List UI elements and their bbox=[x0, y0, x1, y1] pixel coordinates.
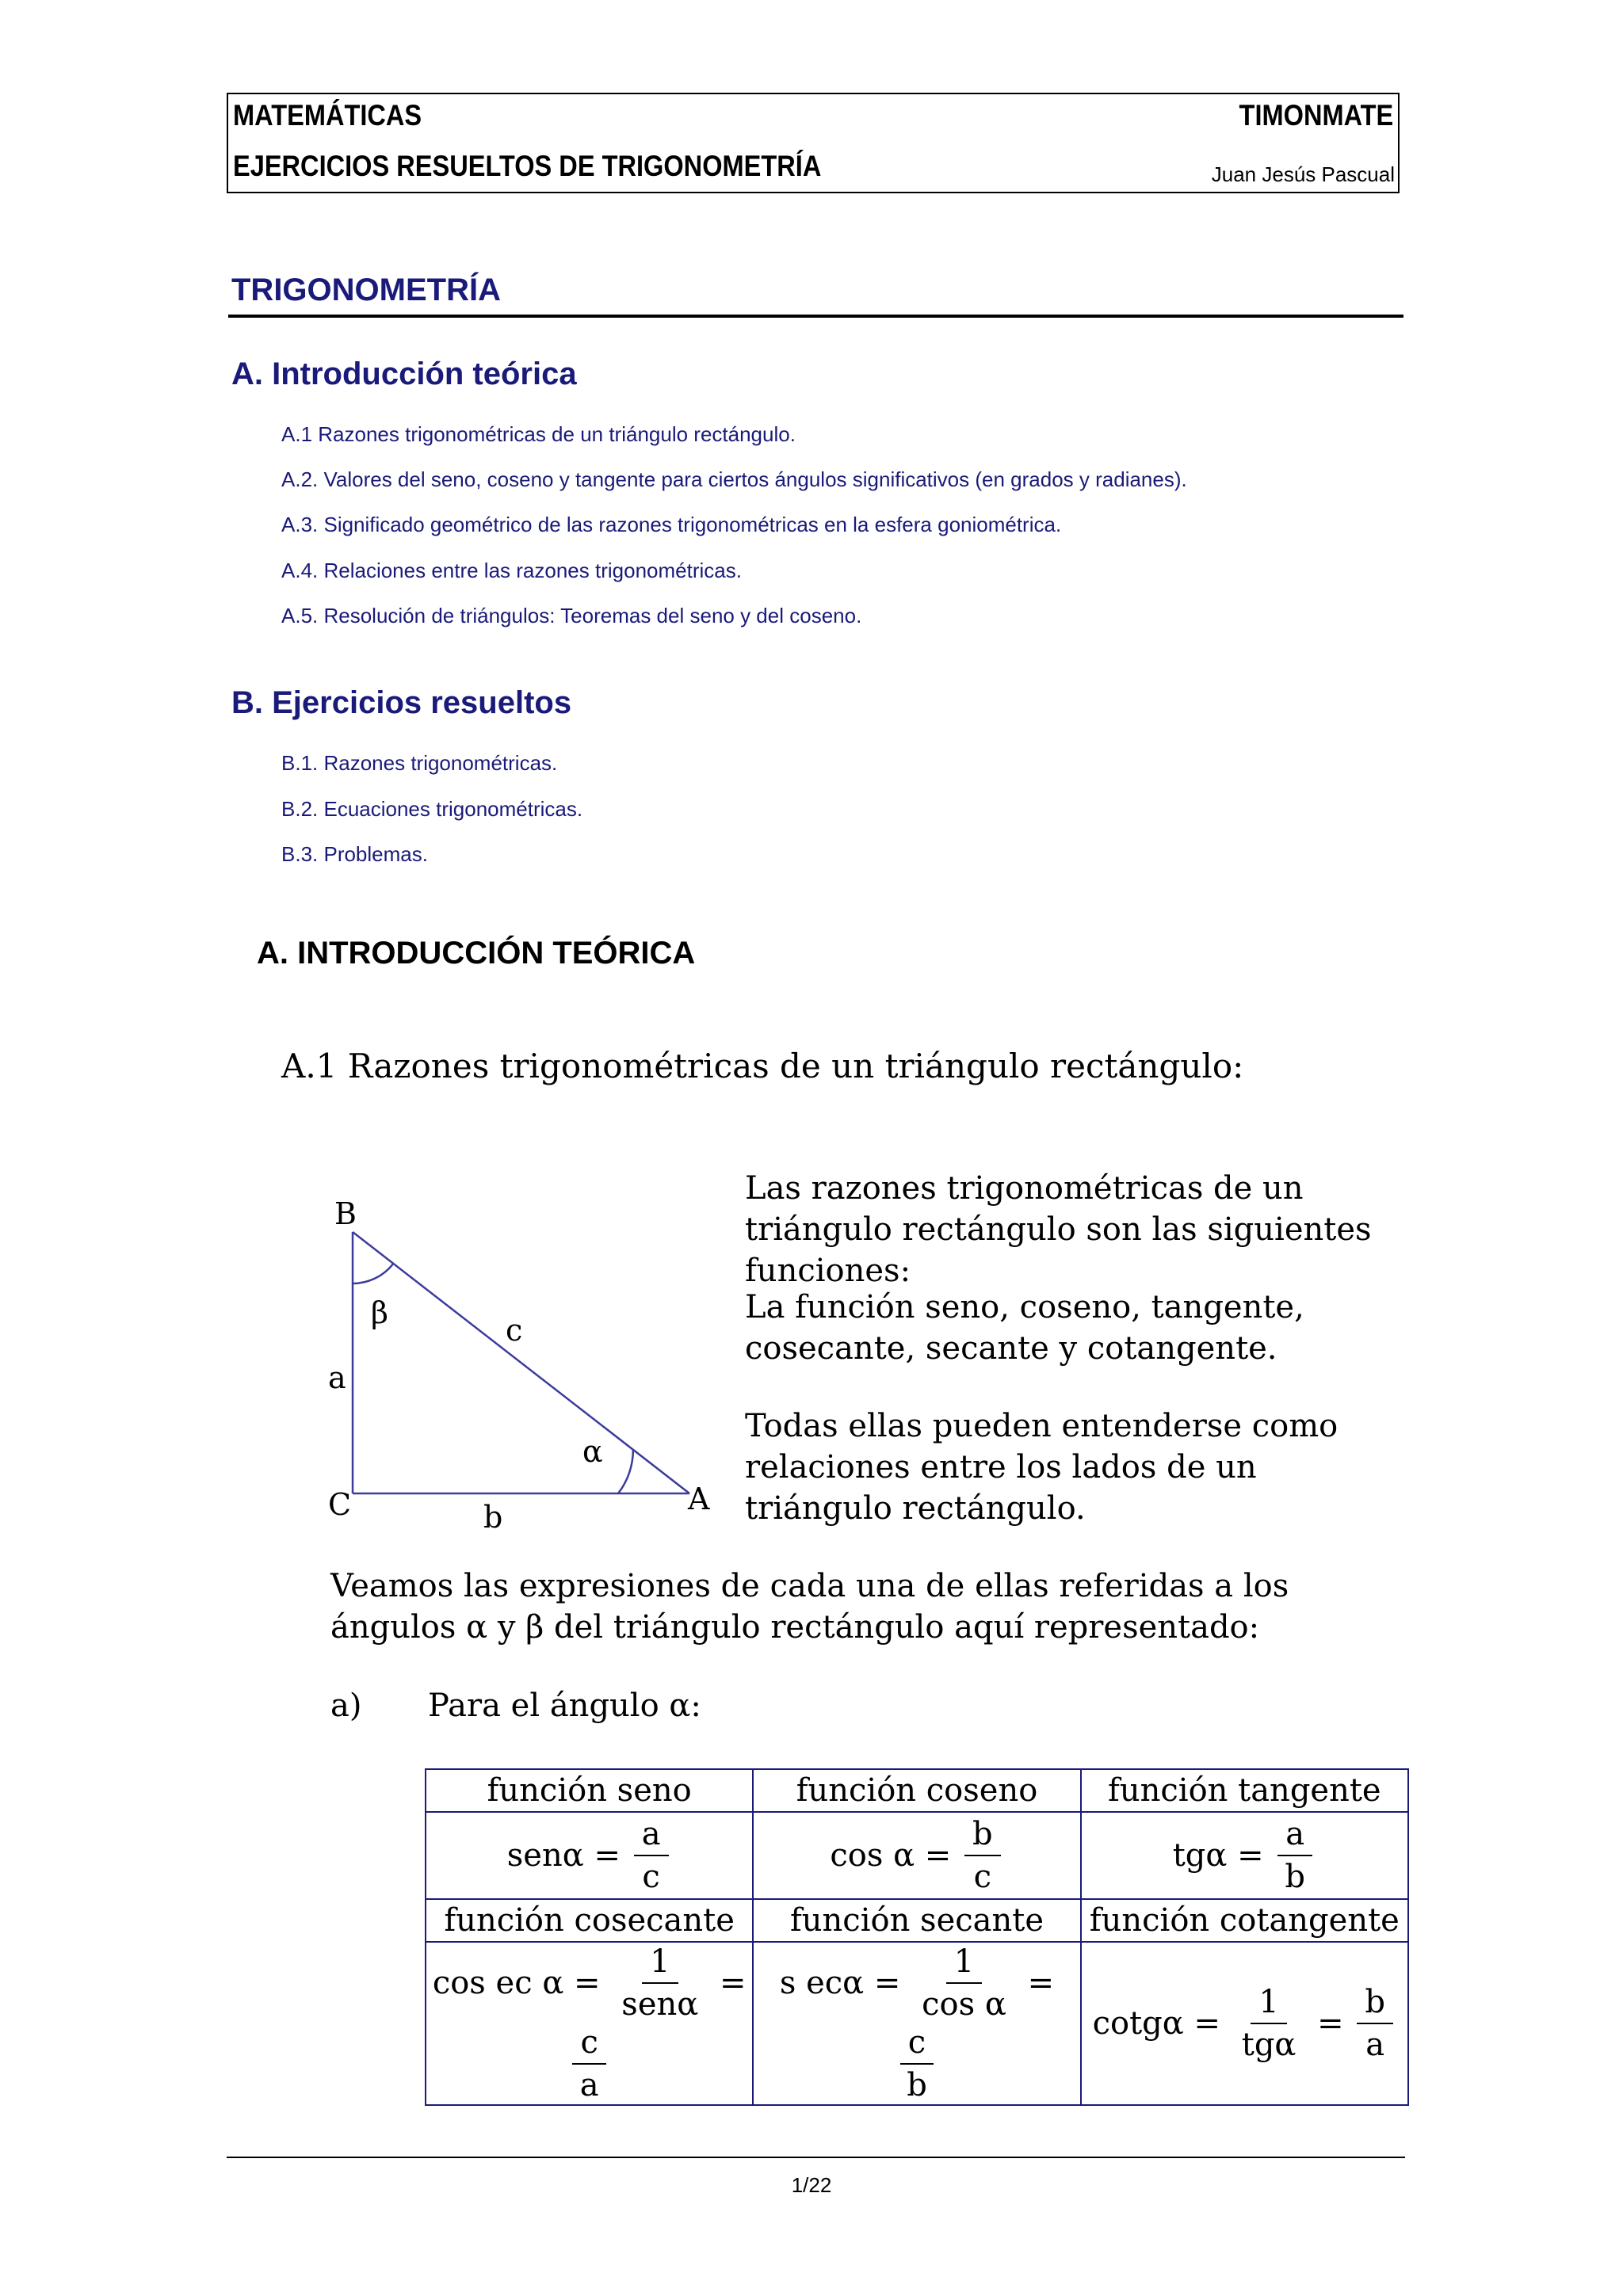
formula-cosecante bbox=[426, 1942, 753, 2105]
header-title: EJERCICIOS RESUELTOS DE TRIGONOMETRÍA bbox=[233, 150, 822, 182]
formula-coseno bbox=[753, 1812, 1080, 1899]
numerator: a bbox=[634, 1815, 669, 1856]
header-brand: TIMONMATE bbox=[1239, 99, 1393, 132]
header-coseno: función coseno bbox=[753, 1769, 1080, 1812]
equals-sign: = bbox=[720, 1965, 747, 2001]
formula-lhs: cos ec α = bbox=[432, 1965, 601, 2001]
denominator: senα bbox=[621, 1986, 699, 2023]
paragraph-functions: La función seno, coseno, tangente, cosecante, secante y cotangente. bbox=[745, 1289, 1304, 1367]
header-cosecante: función cosecante bbox=[426, 1899, 753, 1942]
fraction bbox=[572, 2023, 607, 2104]
beta-arc bbox=[353, 1264, 393, 1283]
table-row bbox=[426, 1942, 1408, 2105]
fraction bbox=[1277, 1815, 1313, 1896]
vertex-c-label: C bbox=[328, 1487, 352, 1522]
formula-lhs: senα = bbox=[506, 1837, 621, 1874]
page-number: 1/22 bbox=[791, 2173, 832, 2197]
equals-sign: = bbox=[1317, 2005, 1344, 2042]
footer-divider bbox=[227, 2157, 1405, 2158]
paragraph-relations: Todas ellas pueden entenderse como relaciones entre los lados de un triángulo rectángulo. bbox=[745, 1408, 1338, 1527]
numerator: c bbox=[900, 2023, 934, 2065]
numerator: b bbox=[964, 1815, 1001, 1856]
toc-item-a2: A.2. Valores del seno, coseno y tangente para ciertos ángulos significativos (en grados y radianes). bbox=[281, 467, 1187, 491]
numerator: a bbox=[1277, 1815, 1312, 1856]
alpha-label: α bbox=[582, 1434, 603, 1469]
toc-item-a4: A.4. Relaciones entre las razones trigonométricas. bbox=[281, 559, 742, 582]
formula-lhs: tgα = bbox=[1172, 1837, 1264, 1874]
toc-item-b2: B.2. Ecuaciones trigonométricas. bbox=[281, 797, 583, 821]
toc-item-a3: A.3. Significado geométrico de las razones trigonométricas en la esfera goniométrica. bbox=[281, 513, 1062, 536]
denominator: b bbox=[907, 2067, 927, 2103]
fraction bbox=[634, 1815, 669, 1896]
fraction bbox=[1357, 1983, 1393, 2064]
toc-section-b-heading: B. Ejercicios resueltos bbox=[231, 685, 572, 720]
side-c-line bbox=[353, 1232, 689, 1493]
formula-seno bbox=[426, 1812, 753, 1899]
header-cotangente: función cotangente bbox=[1081, 1899, 1408, 1942]
header-author: Juan Jesús Pascual bbox=[1211, 162, 1395, 186]
fraction bbox=[899, 2023, 935, 2104]
table-row bbox=[426, 1769, 1408, 1812]
fraction bbox=[914, 1943, 1014, 2023]
denominator: c bbox=[642, 1859, 660, 1895]
fraction bbox=[1234, 1983, 1304, 2064]
vertex-b-label: B bbox=[334, 1196, 357, 1231]
formula-secante bbox=[753, 1942, 1080, 2105]
side-c-label: c bbox=[506, 1313, 523, 1348]
side-b-label: b bbox=[483, 1500, 503, 1535]
beta-label: β bbox=[371, 1295, 388, 1330]
toc-title: TRIGONOMETRÍA bbox=[231, 273, 501, 307]
fraction bbox=[964, 1815, 1001, 1896]
formula-lhs: cos α = bbox=[830, 1837, 952, 1874]
numerator: 1 bbox=[642, 1943, 678, 1984]
formula-tangente bbox=[1081, 1812, 1408, 1899]
header-subject: MATEMÁTICAS bbox=[233, 99, 422, 132]
page-header bbox=[227, 93, 1400, 193]
alpha-arc bbox=[618, 1450, 633, 1493]
toc-item-b3: B.3. Problemas. bbox=[281, 842, 428, 866]
denominator: b bbox=[1285, 1859, 1305, 1895]
header-tangente: función tangente bbox=[1081, 1769, 1408, 1812]
denominator: cos α bbox=[922, 1986, 1006, 2023]
toc-item-b1: B.1. Razones trigonométricas. bbox=[281, 751, 558, 775]
fraction bbox=[613, 1943, 706, 2023]
toc-item-a5: A.5. Resolución de triángulos: Teoremas del seno y del coseno. bbox=[281, 604, 862, 627]
paragraph-intro: Las razones trigonométricas de un triángulo rectángulo son las siguientes funciones: bbox=[745, 1170, 1372, 1289]
toc-divider bbox=[228, 315, 1403, 318]
ratios-table bbox=[425, 1768, 1409, 2106]
equals-sign: = bbox=[1027, 1965, 1055, 2001]
table-row bbox=[426, 1812, 1408, 1899]
right-triangle-diagram bbox=[317, 1188, 729, 1545]
numerator: 1 bbox=[946, 1943, 982, 1984]
numerator: c bbox=[572, 2023, 605, 2065]
a1-subheading: A.1 Razones trigonométricas de un triángulo rectángulo: bbox=[281, 1047, 1244, 1085]
header-seno: función seno bbox=[426, 1769, 753, 1812]
side-a-label: a bbox=[328, 1360, 346, 1395]
intro-heading: A. INTRODUCCIÓN TEÓRICA bbox=[257, 936, 696, 971]
denominator: tgα bbox=[1241, 2027, 1296, 2063]
formula-cotangente bbox=[1081, 1942, 1408, 2105]
case-text: Para el ángulo α: bbox=[428, 1688, 701, 1724]
formula-lhs: cotgα = bbox=[1092, 2005, 1221, 2042]
paragraph-angles: Veamos las expresiones de cada una de ellas referidas a los ángulos α y β del triángulo rectángulo aquí representado: bbox=[330, 1568, 1289, 1646]
toc-item-a1: A.1 Razones trigonométricas de un triángulo rectángulo. bbox=[281, 422, 796, 446]
toc-section-a-heading: A. Introducción teórica bbox=[231, 357, 577, 391]
numerator: b bbox=[1357, 1983, 1393, 2024]
denominator: a bbox=[1365, 2027, 1385, 2063]
header-secante: función secante bbox=[753, 1899, 1080, 1942]
denominator: a bbox=[579, 2067, 599, 2103]
denominator: c bbox=[973, 1859, 992, 1895]
case-letter: a) bbox=[330, 1688, 362, 1724]
numerator: 1 bbox=[1251, 1983, 1286, 2024]
formula-lhs: s ecα = bbox=[779, 1965, 901, 2001]
vertex-a-label: A bbox=[688, 1482, 710, 1516]
table-row bbox=[426, 1899, 1408, 1942]
